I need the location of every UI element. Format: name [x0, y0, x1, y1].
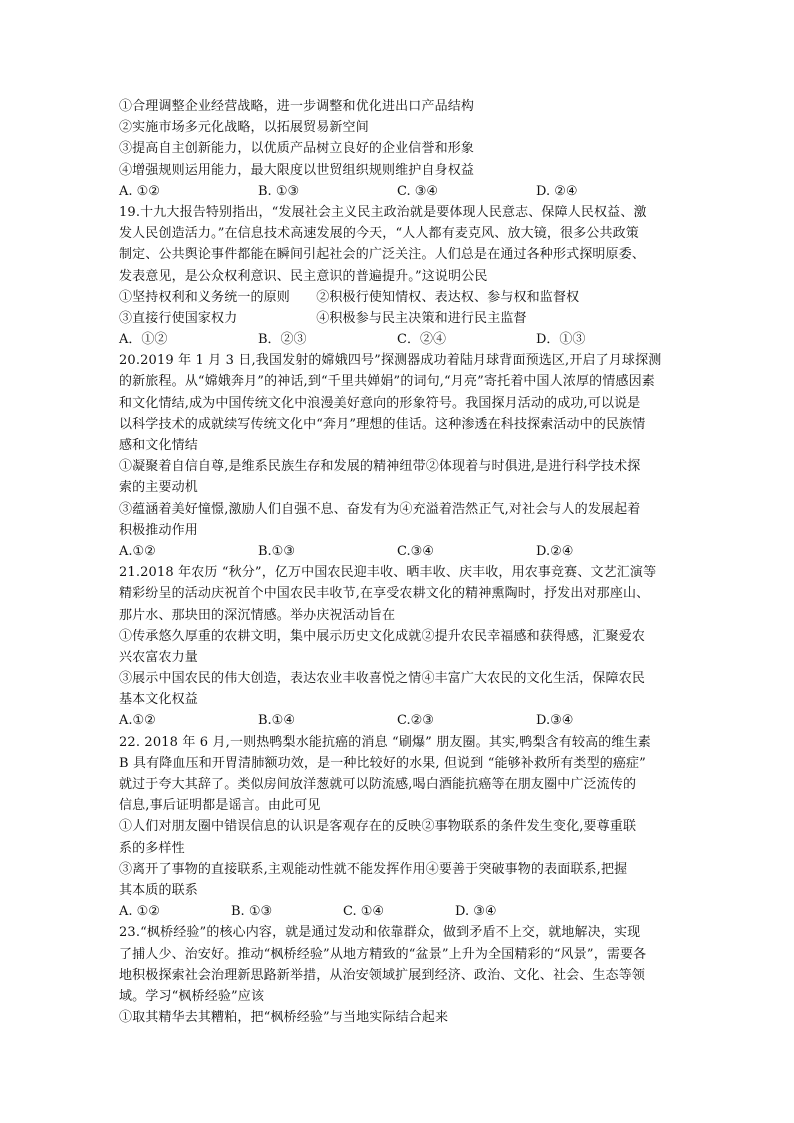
q22-option-a: A. ①② [119, 904, 160, 920]
q23-items-line-1: ①取其精华去其糟粕，把“枫桥经验”与当地实际结合起来 [119, 1010, 449, 1026]
q19-stem-line-2: 发人民创造活力。”在信息技术高速发展的今天，“人人都有麦克风、放大镜，很多公共政策 [119, 226, 639, 242]
q22-stem-line-3: 就过于夸大其辞了。类似房间放洋葱就可以防流感,喝白酒能抗癌等在朋友圈中广泛流传的 [119, 777, 637, 792]
q22-items-line-2: 系的多样性 [119, 840, 185, 856]
q22-option-c: C. ①④ [343, 904, 385, 920]
q19-stem-line-1: 19.十九大报告特别指出，“发展社会主义民主政治就是要体现人民意志、保障人民权益、激 [119, 204, 647, 220]
q22-stem-line-1: 22. 2018 年 6 月,一则热鸭梨水能抗癌的消息 “刷爆” 朋友圈。其实,鸭梨含有较高的维生素 [119, 734, 651, 750]
q18-options [119, 181, 685, 202]
q20-option-b: B.①③ [258, 543, 295, 559]
q22-items-line-1: ①人们对朋友圈中错误信息的认识是客观存在的反映②事物联系的条件发生变化,要尊重联 [119, 819, 637, 835]
question-23 [119, 922, 685, 1028]
q18-item-1: ①合理调整企业经营战略，进一步调整和优化进出口产品结构 [119, 99, 475, 114]
q21-stem-line-2: 精彩纷呈的活动庆祝首个中国农民丰收节,在享受农耕文化的精神熏陶时，抒发出对那座山、 [119, 586, 650, 602]
q18-option-a: A. ①② [119, 183, 160, 199]
q19-items-line-1: ①坚持权利和义务统一的原则 ②积极行使知情权、表达权、参与权和监督权 [119, 289, 580, 305]
q19-stem-line-4: 发表意见，是公众权利意识、民主意识的普遍提升。”这说明公民 [119, 268, 488, 284]
q19-items-line-2: ③直接行使国家权力 ④积极参与民主决策和进行民主监督 [119, 310, 527, 326]
q21-items-line-1: ①传承悠久厚重的农耕文明，集中展示历史文化成就②提升农民幸福感和获得感，汇聚爱农 [119, 628, 646, 644]
q20-items-line-4: 积极推动作用 [119, 522, 198, 538]
q21-option-c: C.②③ [397, 713, 434, 729]
q21-options [119, 710, 685, 731]
q21-option-d: D.③④ [536, 713, 574, 729]
question-19 [119, 202, 685, 350]
q18-item-3: ③提高自主创新能力，以优质产品树立良好的企业信誉和形象 [119, 141, 475, 157]
q22-items-line-3: ③离开了事物的直接联系,主观能动性就不能发挥作用④要善于突破事物的表面联系,把握 [119, 861, 628, 877]
q20-option-a: A.①② [119, 543, 156, 559]
q19-stem-line-3: 制定、公共舆论事件都能在瞬间引起社会的广泛关注。人们总是在通过各种形式探明原委、 [119, 247, 646, 263]
q18-option-d: D. ②④ [536, 183, 578, 199]
q23-stem-line-1: 23.“枫桥经验”的核心内容，就是通过发动和依靠群众，做到矛盾不上交，就地解决，实现 [119, 925, 641, 941]
q21-stem-line-1: 21.2018 年农历 “秋分”，亿万中国农民迎丰收、晒丰收、庆丰收，用农事竞赛、文艺汇演等 [119, 565, 657, 581]
q18-item-4: ④增强规则运用能力，最大限度以世贸组织规则维护自身权益 [119, 162, 475, 178]
q22-stem-line-4: 信息,事后证明都是谣言。由此可见 [119, 798, 321, 814]
q20-items-line-2: 索的主要动机 [119, 480, 198, 496]
q19-option-d: D．①③ [536, 332, 586, 348]
question-21 [119, 562, 685, 732]
q22-option-b: B. ①③ [231, 904, 273, 920]
q23-stem-line-4: 域。学习“枫桥经验”应该 [119, 988, 265, 1004]
q21-items-line-2: 兴农富农力量 [119, 649, 198, 665]
q20-stem-line-1: 20.2019 年 1 月 3 日,我国发射的嫦娥四号”探测器成功着陆月球背面预选区,开启了月球探测 [119, 353, 662, 369]
question-22 [119, 732, 685, 923]
q22-option-d: D. ③④ [455, 904, 497, 920]
q20-stem-line-3: 和文化情结,成为中国传统文化中浪漫美好意向的形象符号。我国探月活动的成功,可以说是 [119, 395, 641, 411]
q19-options [119, 329, 685, 350]
q22-items-line-4: 其本质的联系 [119, 882, 198, 898]
q21-items-line-4: 基本文化权益 [119, 692, 198, 708]
q18-item-2: ②实施市场多元化战略，以拓展贸易新空间 [119, 120, 369, 136]
q20-items-line-3: ③蕴涵着美好憧憬,激励人们自强不息、奋发有为④充溢着浩然正气,对社会与人的发展起着 [119, 501, 641, 517]
q19-option-a: A．①② [119, 332, 168, 348]
q21-option-a: A.①② [119, 713, 156, 729]
q22-options [119, 901, 685, 922]
q21-items-line-3: ③展示中国农民的伟大创造，表达农业丰收喜悦之情④丰富广大农民的文化生活，保障农民 [119, 671, 646, 687]
q21-stem-line-3: 那片水、那块田的深沉情感。举办庆祝活动旨在 [119, 607, 396, 623]
q23-stem-line-2: 了捕人少、治安好。推动“枫桥经验”从地方精致的“盆景”上升为全国精彩的“风景”，需要各 [119, 946, 647, 962]
q22-stem-line-2: B 具有降血压和开胃清肺额功效，是一种比较好的水果, 但说到 “能够补救所有类型的癌症” [119, 755, 646, 771]
q21-option-b: B.①④ [258, 713, 295, 729]
q20-items-line-1: ①凝聚着自信自尊,是维系民族生存和发展的精神纽带②体现着与时俱进,是进行科学技术探 [119, 459, 641, 475]
q20-stem-line-2: 的新旅程。从“嫦娥奔月”的神话,到“千里共婵娟”的词句,“月亮”寄托着中国人浓厚的情感因素 [119, 374, 655, 390]
q19-option-b: B．②③ [258, 332, 307, 348]
q20-stem-line-4: 以科学技术的成就续写传统文化中“奔月”理想的佳话。这种渗透在科技探索活动中的民族情 [119, 416, 646, 432]
q20-option-d: D.②④ [536, 543, 574, 559]
exam-page [119, 96, 685, 1028]
q20-stem-line-5: 感和文化情结 [119, 438, 198, 453]
q18-option-b: B. ①③ [258, 183, 300, 199]
q19-option-c: C．②④ [397, 332, 446, 348]
q18-option-c: C. ③④ [397, 183, 439, 199]
q23-stem-line-3: 地积极探索社会治理新思路新举措，从治安领域扩展到经济、政治、文化、社会、生态等领 [119, 967, 646, 983]
question-20 [119, 350, 685, 562]
q20-option-c: C.③④ [397, 543, 434, 559]
question-18 [119, 96, 685, 202]
q20-options [119, 541, 685, 562]
